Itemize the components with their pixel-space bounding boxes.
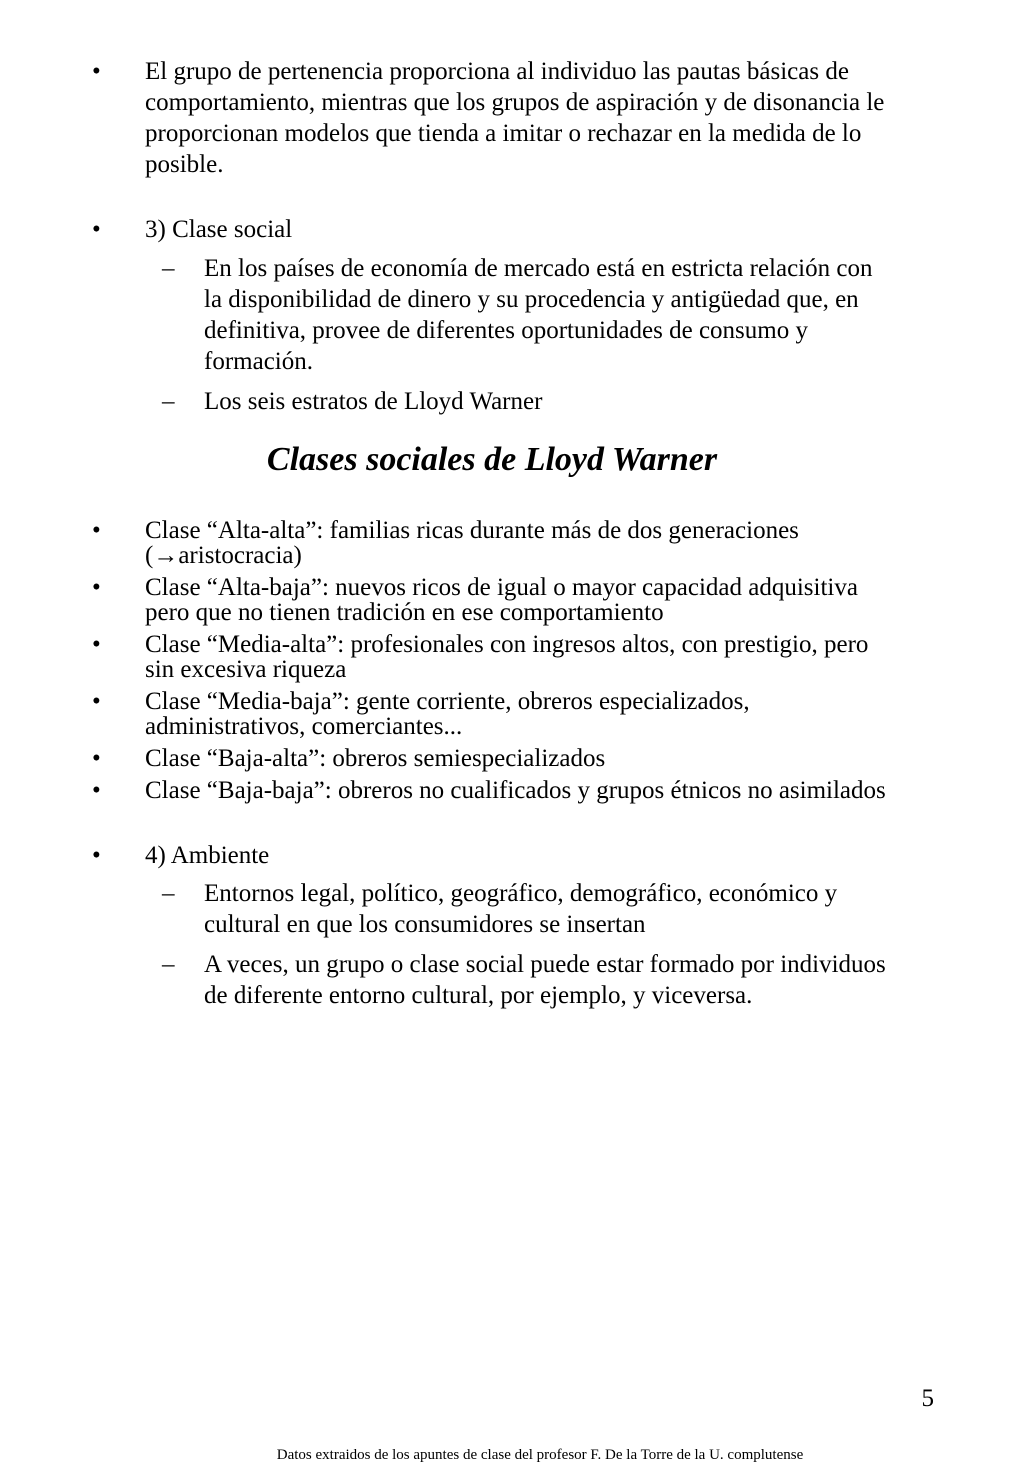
- text-line: Clase “Media-alta”: profesionales con ingresos altos, con prestigio, pero: [145, 631, 869, 658]
- page-footer: Datos extraidos de los apuntes de clase del profesor F. De la Torre de la U. complutense: [276, 1447, 804, 1463]
- text-line: de diferente entorno cultural, por ejemplo, y viceversa.: [204, 982, 753, 1009]
- text-line: sin excesiva riqueza: [145, 656, 347, 683]
- bullet-marker: •: [92, 631, 101, 658]
- bullet-marker: •: [92, 745, 101, 772]
- text-line: Clase “Alta-alta”: familias ricas durante más de dos generaciones: [145, 517, 799, 544]
- page-number: 5: [921, 1385, 934, 1412]
- list-item-alta-alta: [145, 518, 945, 568]
- section-heading: Clases sociales de Lloyd Warner: [266, 441, 718, 478]
- text-line: Los seis estratos de Lloyd Warner: [204, 388, 543, 415]
- dash-marker: –: [162, 880, 175, 907]
- text-line: Clase “Baja-baja”: obreros no cualificados y grupos étnicos no asimilados: [145, 777, 886, 804]
- list-item-baja-baja: [145, 778, 945, 803]
- text-line: cultural en que los consumidores se insertan: [204, 911, 646, 938]
- dash-marker: –: [162, 951, 175, 978]
- bullet-marker: •: [92, 517, 101, 544]
- text-line: proporcionan modelos que tienda a imitar o rechazar en la medida de lo: [145, 120, 862, 147]
- text-line: posible.: [145, 151, 224, 178]
- sub-item-entornos: [204, 878, 944, 940]
- text-line: la disponibilidad de dinero y su procedencia y antigüedad que, en: [204, 286, 859, 313]
- sub-item-a-veces: [204, 949, 944, 1011]
- text-line: Clase “Alta-baja”: nuevos ricos de igual o mayor capacidad adquisitiva: [145, 574, 858, 601]
- bullet-marker: •: [92, 216, 101, 243]
- list-item-baja-alta: [145, 746, 945, 771]
- section-title-clase-social: 3) Clase social: [145, 216, 293, 243]
- text-line: (→aristocracia): [145, 542, 302, 569]
- list-item-media-baja: [145, 689, 945, 739]
- text-line: formación.: [204, 348, 313, 375]
- bullet-marker: •: [92, 777, 101, 804]
- section-title-ambiente: 4) Ambiente: [145, 842, 270, 869]
- text-line: comportamiento, mientras que los grupos de aspiración y de disonancia le: [145, 89, 885, 116]
- text-line: administrativos, comerciantes...: [145, 713, 463, 740]
- dash-marker: –: [162, 255, 175, 282]
- text-line: definitiva, provee de diferentes oportunidades de consumo y: [204, 317, 808, 344]
- bullet-marker: •: [92, 842, 101, 869]
- text-line: A veces, un grupo o clase social puede estar formado por individuos: [204, 951, 886, 978]
- sub-item-economia: [204, 253, 944, 377]
- sub-item-estratos: [204, 386, 944, 417]
- text-line: Entornos legal, político, geográfico, demográfico, económico y: [204, 880, 838, 907]
- bullet-marker: •: [92, 574, 101, 601]
- dash-marker: –: [162, 388, 175, 415]
- list-item-alta-baja: [145, 575, 945, 625]
- list-item-media-alta: [145, 632, 945, 682]
- text-line: En los países de economía de mercado está en estricta relación con: [204, 255, 873, 282]
- text-line: pero que no tienen tradición en ese comportamiento: [145, 599, 664, 626]
- bullet-marker: •: [92, 58, 101, 85]
- intro-paragraph: [145, 56, 945, 180]
- bullet-marker: •: [92, 688, 101, 715]
- text-line: Clase “Media-baja”: gente corriente, obreros especializados,: [145, 688, 750, 715]
- text-line: Clase “Baja-alta”: obreros semiespecializados: [145, 745, 606, 772]
- text-line: El grupo de pertenencia proporciona al individuo las pautas básicas de: [145, 58, 849, 85]
